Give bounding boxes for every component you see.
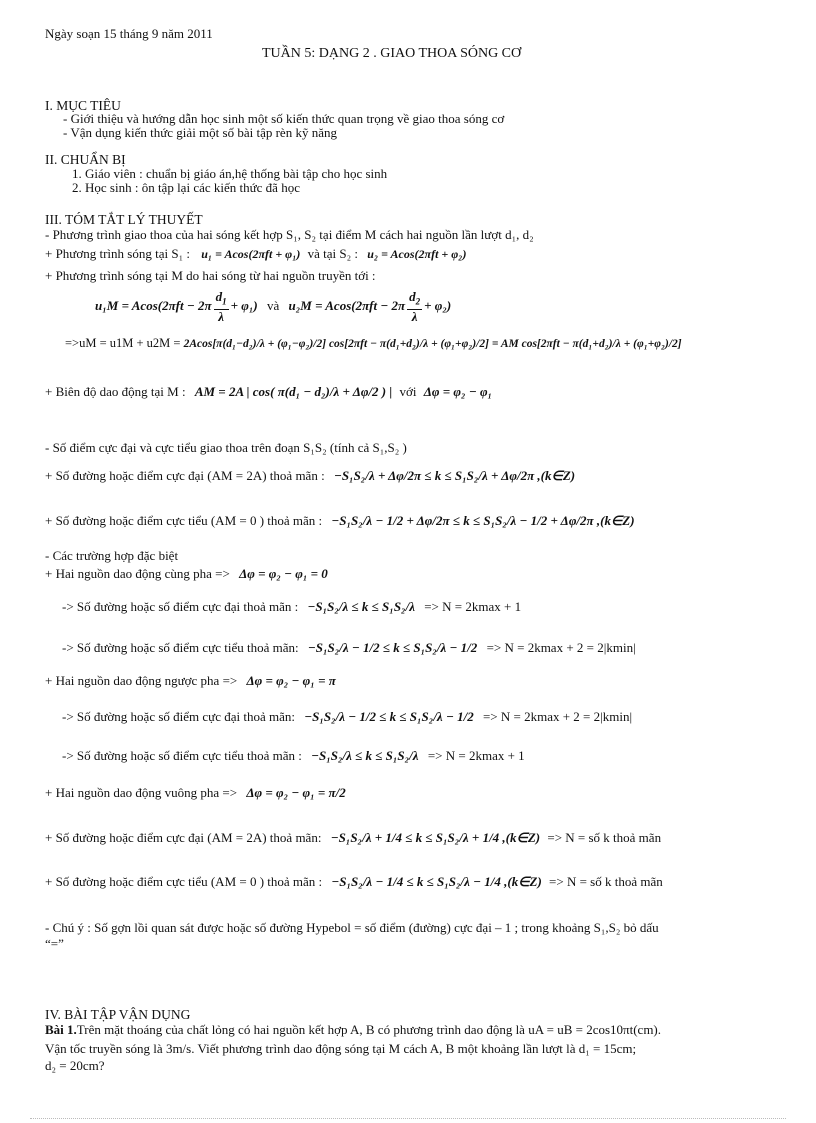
anti-phase-max-line: -> Số đường hoặc số điểm cực đại thoả mãn: −S₁S₂/λ − 1/2 ≤ k ≤ S₁S₂/λ − 1/2 => N = 2kmax + 2 = 2|kmin| (62, 709, 633, 724)
note-line-1: - Chú ý : Số gợn lồi quan sát được hoặc số đường Hypebol = số điểm (đường) cực đại – 1 ; trong khoảng S₁,S₂ bỏ dấu (45, 920, 659, 935)
section-2-heading: II. CHUẨN BỊ (45, 152, 126, 167)
section-3-heading: III. TÓM TẮT LÝ THUYẾT (45, 212, 203, 227)
page-footer-divider (30, 1118, 786, 1119)
exercise-1-line-1: Bài 1.Trên mặt thoáng của chất lỏng có hai nguồn kết hợp A, B có phương trình dao động là uA = uB = 2cos10πt(cm). (45, 1022, 662, 1037)
quadrature-max-line: + Số đường hoặc điểm cực đại (AM = 2A) thoả mãn: −S₁S₂/λ + 1/4 ≤ k ≤ S₁S₂/λ + 1/4 ,(k∈Z) => N = số k thoả mãn (45, 830, 662, 845)
exercise-1-line-3: d₂ = 20cm? (45, 1058, 105, 1073)
page-title: TUẦN 5: DẠNG 2 . GIAO THOA SÓNG CƠ (262, 46, 522, 61)
anti-phase-line: + Hai nguồn dao động ngược pha => Δφ = φ₂ − φ₁ = π (45, 673, 336, 688)
section-1-heading: I. MỤC TIÊU (45, 98, 121, 113)
s3-line-1: - Phương trình giao thoa của hai sóng kết hợp S₁, S₂ tại điểm M cách hai nguồn lần lượt d₁, d₂ (45, 227, 534, 242)
s2-line-2: 2. Học sinh : ôn tập lại các kiến thức đã học (72, 180, 300, 195)
min-condition-line: + Số đường hoặc điểm cực tiểu (AM = 0 ) thoả mãn : −S₁S₂/λ − 1/2 + Δφ/2π ≤ k ≤ S₁S₂/λ − 1/2 + Δφ/2π ,(k∈Z) (45, 513, 635, 528)
s3-line-3: + Phương trình sóng tại M do hai sóng từ hai nguồn truyền tới : (45, 268, 376, 283)
s3-line-2: + Phương trình sóng tại S₁ : u₁ = Acos(2πft + φ₁) và tại S₂ : u₂ = Acos(2πft + φ₂) (45, 246, 467, 261)
equation-u1m-u2m: u₁M = Acos(2πft − 2π $\frac{d_1}{\lambda}$ + φ₁) và u₂M = Acos(2πft − 2π $\frac{d_2}{\lambda}$ + φ₂) (95, 289, 452, 324)
section-4-heading: IV. BÀI TẬP VẬN DỤNG (45, 1007, 191, 1022)
s3-line-7: - Số điểm cực đại và cực tiểu giao thoa trên đoạn S₁S₂ (tính cả S₁,S₂ ) (45, 440, 407, 455)
quadrature-line: + Hai nguồn dao động vuông pha => Δφ = φ₂ − φ₁ = π/2 (45, 785, 346, 800)
anti-phase-min-line: -> Số đường hoặc số điểm cực tiểu thoả mãn : −S₁S₂/λ ≤ k ≤ S₁S₂/λ => N = 2kmax + 1 (62, 748, 525, 763)
equation-um: =>uM = u1M + u2M = 2Acos[π(d₁−d₂)/λ + (φ₁−φ₂)/2] cos[2πft − π(d₁+d₂)/λ + (φ₁+φ₂)/2] = AM cos[2πft − π(d₁+d₂)/λ + (φ₁+φ₂)/2] (65, 336, 682, 350)
note-line-2: “=” (45, 936, 64, 951)
in-phase-line: + Hai nguồn dao động cùng pha => Δφ = φ₂ − φ₁ = 0 (45, 566, 328, 581)
quadrature-min-line: + Số đường hoặc điểm cực tiểu (AM = 0 ) thoả mãn : −S₁S₂/λ − 1/4 ≤ k ≤ S₁S₂/λ − 1/4 ,(k∈Z) => N = số k thoả mãn (45, 874, 663, 889)
amplitude-line: + Biên độ dao động tại M : AM = 2A | cos( π(d₁ − d₂)/λ + Δφ/2 ) | với Δφ = φ₂ − φ₁ (45, 384, 493, 399)
exercise-1-line-2: Vận tốc truyền sóng là 3m/s. Viết phương trình dao động sóng tại M cách A, B một khoảng lần lượt là d₁ = 15cm; (45, 1041, 637, 1056)
special-cases-heading: - Các trường hợp đặc biệt (45, 548, 179, 563)
in-phase-min-line: -> Số đường hoặc số điểm cực tiểu thoả mãn: −S₁S₂/λ − 1/2 ≤ k ≤ S₁S₂/λ − 1/2 => N = 2kmax + 2 = 2|kmin| (62, 640, 636, 655)
date-line: Ngày soạn 15 tháng 9 năm 2011 (45, 26, 213, 41)
s2-line-1: 1. Giáo viên : chuẩn bị giáo án,hệ thống bài tập cho học sinh (72, 166, 388, 181)
max-condition-line: + Số đường hoặc điểm cực đại (AM = 2A) thoả mãn : −S₁S₂/λ + Δφ/2π ≤ k ≤ S₁S₂/λ + Δφ/2π ,(k∈Z) (45, 468, 576, 483)
s1-line-2: - Vận dụng kiến thức giải một số bài tập rèn kỹ năng (63, 125, 337, 140)
in-phase-max-line: -> Số đường hoặc số điểm cực đại thoả mãn : −S₁S₂/λ ≤ k ≤ S₁S₂/λ => N = 2kmax + 1 (62, 599, 522, 614)
s1-line-1: - Giới thiệu và hướng dẫn học sinh một số kiến thức quan trọng về giao thoa sóng cơ (63, 111, 505, 126)
